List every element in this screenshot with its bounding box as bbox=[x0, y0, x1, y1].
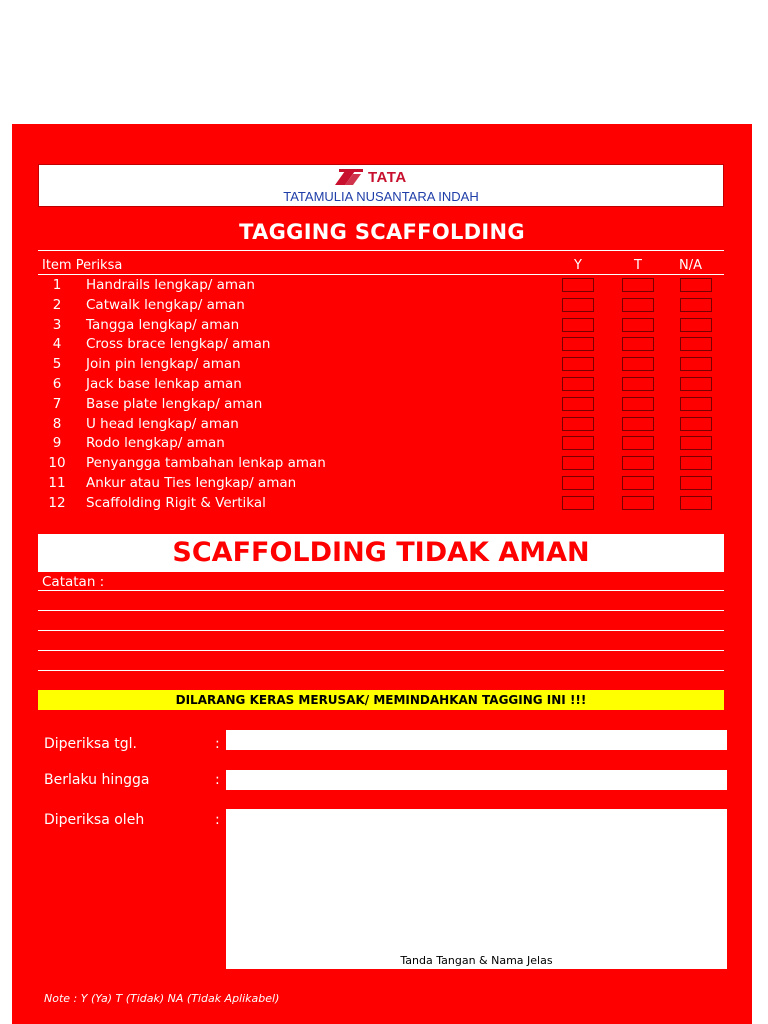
na-checkbox[interactable] bbox=[680, 456, 712, 470]
tag-card bbox=[12, 124, 752, 1024]
item-number: 3 bbox=[52, 316, 62, 333]
item-number: 12 bbox=[48, 494, 66, 511]
yes-checkbox[interactable] bbox=[562, 456, 594, 470]
checked-date-field[interactable] bbox=[226, 730, 727, 750]
item-label: Tangga lengkap/ aman bbox=[86, 316, 240, 333]
item-label: Scaffolding Rigit & Vertikal bbox=[86, 494, 266, 511]
item-number: 11 bbox=[48, 475, 66, 491]
checklist-row bbox=[12, 354, 752, 374]
item-label: U head lengkap/ aman bbox=[86, 415, 239, 432]
note-line bbox=[38, 610, 724, 611]
na-checkbox[interactable] bbox=[680, 278, 712, 292]
legend-note: Note : Y (Ya) T (Tidak) NA (Tidak Aplikabel) bbox=[44, 992, 280, 1005]
item-number: 8 bbox=[52, 415, 62, 432]
no-checkbox[interactable] bbox=[622, 436, 654, 450]
no-checkbox[interactable] bbox=[622, 476, 654, 490]
note-line bbox=[38, 590, 724, 591]
na-checkbox[interactable] bbox=[680, 417, 712, 431]
item-label: Ankur atau Ties lengkap/ aman bbox=[86, 475, 297, 491]
note-line bbox=[38, 650, 724, 651]
item-number: 9 bbox=[52, 435, 62, 452]
yes-checkbox[interactable] bbox=[562, 476, 594, 490]
item-label: Cross brace lengkap/ aman bbox=[86, 336, 271, 353]
title-divider bbox=[38, 250, 724, 251]
item-number: 4 bbox=[52, 336, 62, 353]
item-label: Join pin lengkap/ aman bbox=[86, 356, 241, 373]
item-number: 6 bbox=[52, 376, 62, 392]
yes-column-header: Y bbox=[574, 258, 582, 273]
yes-checkbox[interactable] bbox=[562, 496, 594, 510]
no-checkbox[interactable] bbox=[622, 417, 654, 431]
note-line bbox=[38, 630, 724, 631]
na-checkbox[interactable] bbox=[680, 298, 712, 312]
logo-text: TATA bbox=[368, 168, 407, 186]
checklist-row bbox=[12, 315, 752, 335]
colon: : bbox=[215, 736, 220, 752]
warning-strip: DILARANG KERAS MERUSAK/ MEMINDAHKAN TAGGING INI !!! bbox=[38, 690, 724, 710]
na-checkbox[interactable] bbox=[680, 377, 712, 391]
yes-checkbox[interactable] bbox=[562, 357, 594, 371]
note-line bbox=[38, 670, 724, 671]
item-number: 7 bbox=[52, 395, 62, 412]
no-checkbox[interactable] bbox=[622, 318, 654, 332]
yes-checkbox[interactable] bbox=[562, 397, 594, 411]
na-checkbox[interactable] bbox=[680, 436, 712, 450]
no-checkbox[interactable] bbox=[622, 278, 654, 292]
item-number: 10 bbox=[48, 455, 66, 472]
checked-date-label: Diperiksa tgl. bbox=[44, 736, 137, 752]
notes-label: Catatan : bbox=[42, 574, 105, 590]
item-label: Rodo lengkap/ aman bbox=[86, 435, 225, 452]
checklist-row bbox=[12, 433, 752, 453]
valid-until-field[interactable] bbox=[226, 770, 727, 790]
checked-by-label: Diperiksa oleh bbox=[44, 812, 145, 828]
company-logo bbox=[335, 168, 407, 186]
yes-checkbox[interactable] bbox=[562, 436, 594, 450]
item-label: Jack base lenkap aman bbox=[86, 376, 242, 392]
checklist-row bbox=[12, 374, 752, 394]
tata-logo-icon bbox=[335, 169, 365, 185]
no-checkbox[interactable] bbox=[622, 496, 654, 510]
valid-until-label: Berlaku hingga bbox=[44, 772, 150, 788]
yes-checkbox[interactable] bbox=[562, 278, 594, 292]
na-checkbox[interactable] bbox=[680, 357, 712, 371]
checklist-row bbox=[12, 275, 752, 295]
item-label: Penyangga tambahan lenkap aman bbox=[86, 455, 326, 472]
no-checkbox[interactable] bbox=[622, 357, 654, 371]
item-number: 1 bbox=[52, 277, 62, 293]
yes-checkbox[interactable] bbox=[562, 417, 594, 431]
checklist-row bbox=[12, 394, 752, 414]
no-column-header: T bbox=[634, 258, 642, 273]
item-column-header: Item Periksa bbox=[42, 258, 123, 273]
unsafe-banner: SCAFFOLDING TIDAK AMAN bbox=[38, 534, 724, 572]
na-checkbox[interactable] bbox=[680, 397, 712, 411]
checklist-row bbox=[12, 334, 752, 354]
checklist-row bbox=[12, 473, 752, 493]
item-label: Base plate lengkap/ aman bbox=[86, 395, 263, 412]
na-checkbox[interactable] bbox=[680, 337, 712, 351]
company-name: TATAMULIA NUSANTARA INDAH bbox=[283, 189, 479, 204]
item-label: Handrails lengkap/ aman bbox=[86, 277, 255, 293]
checklist-row bbox=[12, 453, 752, 473]
no-checkbox[interactable] bbox=[622, 298, 654, 312]
page-title: TAGGING SCAFFOLDING bbox=[239, 220, 525, 244]
signature-caption: Tanda Tangan & Nama Jelas bbox=[400, 954, 553, 967]
item-number: 5 bbox=[52, 356, 62, 373]
yes-checkbox[interactable] bbox=[562, 337, 594, 351]
company-header bbox=[38, 164, 724, 207]
checklist-row bbox=[12, 414, 752, 434]
colon: : bbox=[215, 812, 220, 828]
na-checkbox[interactable] bbox=[680, 476, 712, 490]
item-label: Catwalk lengkap/ aman bbox=[86, 296, 245, 313]
item-number: 2 bbox=[52, 296, 62, 313]
checklist-row bbox=[12, 493, 752, 513]
no-checkbox[interactable] bbox=[622, 456, 654, 470]
yes-checkbox[interactable] bbox=[562, 298, 594, 312]
na-checkbox[interactable] bbox=[680, 496, 712, 510]
yes-checkbox[interactable] bbox=[562, 377, 594, 391]
no-checkbox[interactable] bbox=[622, 337, 654, 351]
checklist-row bbox=[12, 295, 752, 315]
yes-checkbox[interactable] bbox=[562, 318, 594, 332]
no-checkbox[interactable] bbox=[622, 397, 654, 411]
signature-box[interactable] bbox=[226, 809, 727, 969]
na-column-header: N/A bbox=[679, 258, 702, 273]
no-checkbox[interactable] bbox=[622, 377, 654, 391]
na-checkbox[interactable] bbox=[680, 318, 712, 332]
colon: : bbox=[215, 772, 220, 788]
